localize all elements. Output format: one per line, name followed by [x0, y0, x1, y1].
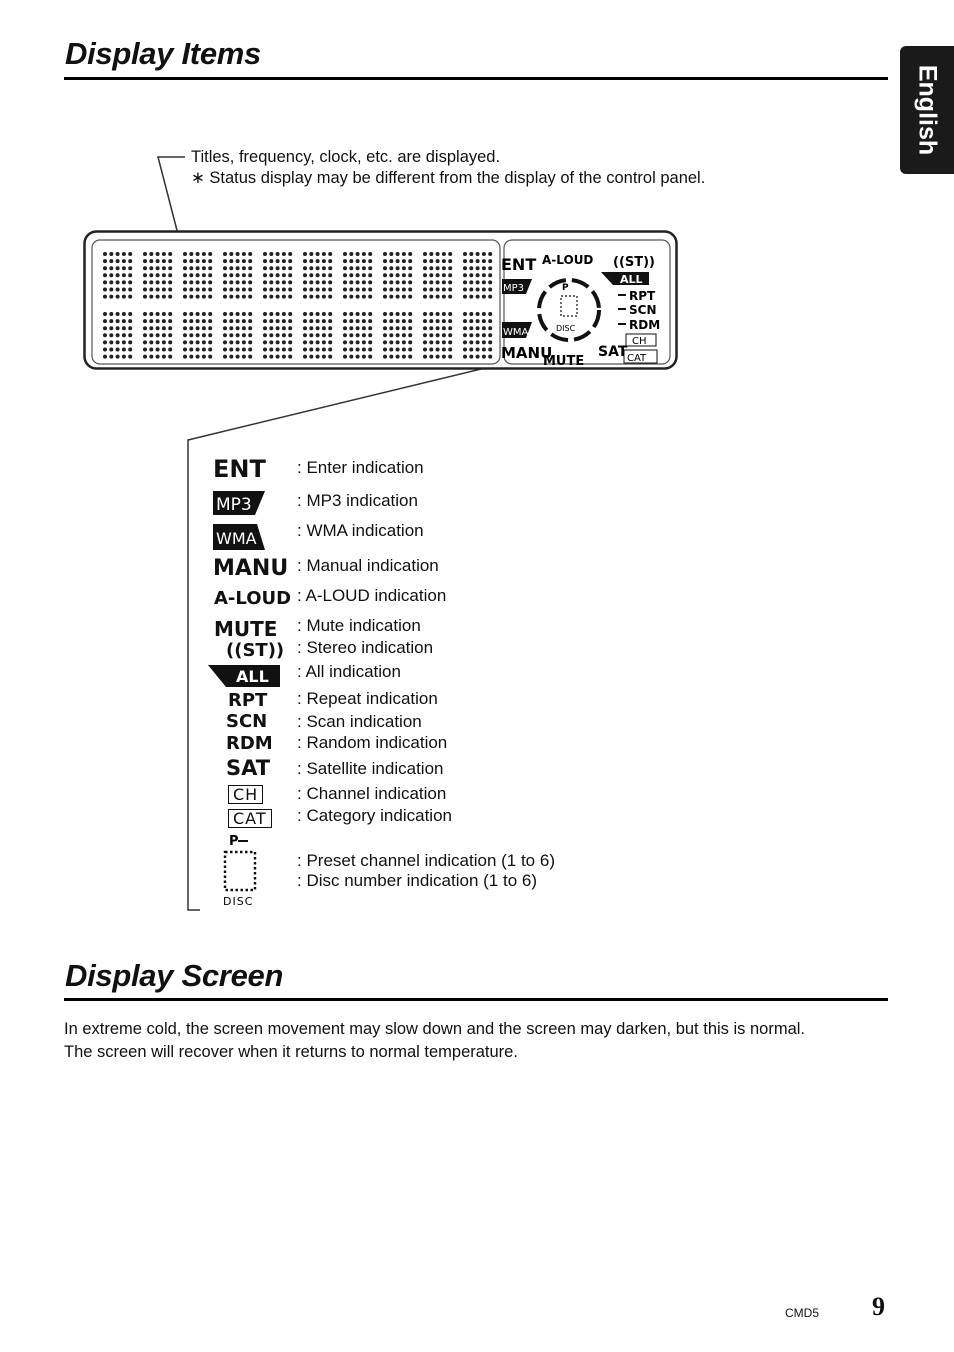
display-panel-illustration [83, 230, 679, 372]
panel-sat-label: SAT [598, 344, 628, 360]
legend-text-preset: : Preset channel indication (1 to 6) [297, 851, 555, 870]
legend-text-ent: : Enter indication [297, 458, 424, 477]
legend-text-all: : All indication [297, 662, 401, 681]
panel-wma-label: WMA [503, 327, 529, 338]
legend-symbol-ch: CH [228, 785, 263, 804]
legend-text-mute: : Mute indication [297, 616, 421, 635]
legend-symbol-wma [213, 524, 265, 555]
svg-text:MP3: MP3 [216, 495, 252, 515]
legend-text-stereo: : Stereo indication [297, 638, 434, 657]
legend-symbol-all [208, 665, 280, 692]
legend-text-wma: : WMA indication [297, 521, 424, 540]
svg-text:P: P [229, 834, 239, 849]
legend-symbol-rdm: RDM [226, 733, 273, 754]
legend-symbol-ent: ENT [213, 455, 266, 483]
legend-text-manu: : Manual indication [297, 556, 439, 575]
page-number: 9 [872, 1292, 885, 1321]
panel-cat-label: CAT [627, 353, 647, 364]
panel-ch-label: CH [632, 336, 647, 347]
panel-mute-label: MUTE [543, 354, 585, 369]
callout-line-2: ∗ Status display may be different from the display of the control panel. [191, 169, 706, 187]
display-screen-paragraph [64, 1018, 894, 1064]
panel-manu-label: MANU [501, 344, 553, 362]
panel-st-label: ((ST)) [613, 255, 655, 270]
svg-text:DISC: DISC [223, 895, 254, 908]
legend-symbol-stereo: ((ST)) [226, 640, 285, 661]
legend-symbol-rpt: RPT [228, 690, 268, 711]
panel-disc-label: DISC [556, 324, 576, 333]
footer-model-code: CMD5 [785, 1306, 820, 1320]
paragraph-line-1: In extreme cold, the screen movement may slow down and the screen may darken, but this is normal. [64, 1020, 806, 1038]
legend-text-ch: : Channel indication [297, 784, 447, 803]
display-panel [83, 230, 679, 377]
legend-text-cat: : Category indication [297, 806, 452, 825]
panel-aloud-label: A-LOUD [542, 253, 594, 267]
panel-ent-label: ENT [501, 255, 537, 274]
section-title-display-screen: Display Screen [65, 958, 284, 993]
legend-text-rdm: : Random indication [297, 733, 448, 752]
legend-text-mp3: : MP3 indication [297, 491, 418, 510]
legend-symbol-manu: MANU [213, 556, 289, 581]
panel-rdm-label: RDM [629, 318, 661, 332]
legend-symbol-mp3 [213, 491, 265, 520]
panel-p-label: P [562, 283, 569, 293]
legend-symbol-mute: MUTE [214, 617, 278, 641]
legend-text-rpt: : Repeat indication [297, 689, 438, 708]
legend-symbol-cat: CAT [228, 809, 272, 828]
callout-line-1: Titles, frequency, clock, etc. are displayed. [191, 148, 501, 166]
legend-symbol-aloud: A-LOUD [214, 588, 292, 609]
panel-scn-label: SCN [629, 303, 657, 317]
legend-symbol-preset-disc [220, 832, 260, 915]
panel-mp3-label: MP3 [503, 283, 525, 294]
svg-text:ALL: ALL [236, 667, 269, 686]
panel-rpt-label: RPT [629, 289, 656, 303]
legend-text-disc: : Disc number indication (1 to 6) [297, 871, 537, 890]
legend-text-sat: : Satellite indication [297, 759, 444, 778]
panel-all-label: ALL [620, 273, 643, 286]
legend-text-scn: : Scan indication [297, 712, 422, 731]
legend-symbol-sat: SAT [226, 756, 271, 780]
svg-text:WMA: WMA [216, 529, 257, 548]
legend-text-aloud: : A-LOUD indication [297, 586, 447, 605]
section-rule [64, 998, 888, 1001]
language-tab-label: English [913, 64, 942, 156]
legend-symbol-scn: SCN [226, 711, 268, 732]
section-title-display-items: Display Items [65, 36, 261, 71]
paragraph-line-2: The screen will recover when it returns to normal temperature. [64, 1043, 518, 1061]
